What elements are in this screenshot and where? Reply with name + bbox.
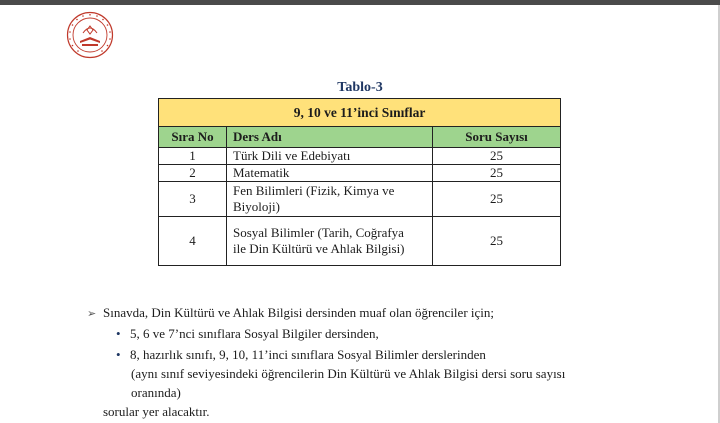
bullet-icon: • <box>116 326 121 341</box>
column-header-no: Sıra No <box>159 127 227 148</box>
subject-name: Matematik <box>227 165 433 182</box>
subject-name <box>227 217 433 266</box>
column-header-row <box>159 127 561 148</box>
subject-name <box>227 182 433 217</box>
arrow-bullet-icon: ➢ <box>87 308 97 320</box>
row-number: 1 <box>159 148 227 165</box>
table-row <box>159 217 561 266</box>
table-row <box>159 148 561 165</box>
question-distribution-table <box>158 98 561 266</box>
subject-name-line: Sosyal Bilimler (Tarih, Coğrafya <box>233 225 404 240</box>
column-header-subject: Ders Adı <box>227 127 433 148</box>
row-number: 2 <box>159 165 227 182</box>
subject-name-line: Fen Bilimleri (Fizik, Kimya ve <box>233 183 395 198</box>
subject-name: Türk Dili ve Edebiyatı <box>227 148 433 165</box>
row-number: 3 <box>159 182 227 217</box>
note-closing: sorular yer alacaktır. <box>103 404 210 419</box>
row-number: 4 <box>159 217 227 266</box>
table-row <box>159 165 561 182</box>
viewer-top-bar <box>0 0 720 5</box>
question-count: 25 <box>433 217 561 266</box>
question-count: 25 <box>433 182 561 217</box>
note-parenthetical: (aynı sınıf seviyesindeki öğrencilerin Din Kültürü ve Ahlak Bilgisi dersi soru sayısı <box>131 366 566 381</box>
note-bullet-1: • 5, 6 ve 7’nci sınıflara Sosyal Bilgiler dersinden, <box>116 326 379 341</box>
table-caption: Tablo-3 <box>337 80 383 95</box>
grade-level-header: 9, 10 ve 11’inci Sınıflar <box>159 99 561 127</box>
subject-name-line: Biyoloji) <box>233 199 280 214</box>
note-parenthetical-end: oranında) <box>131 385 181 400</box>
subject-name-line: ile Din Kültürü ve Ahlak Bilgisi) <box>233 241 405 256</box>
question-count: 25 <box>433 148 561 165</box>
table-header-row <box>159 99 561 127</box>
table-row <box>159 182 561 217</box>
note-bullet-2: • 8, hazırlık sınıfı, 9, 10, 11’inci sınıflara Sosyal Bilimler derslerinden <box>116 347 486 362</box>
question-count: 25 <box>433 165 561 182</box>
column-header-count: Soru Sayısı <box>433 127 561 148</box>
ministry-seal-icon <box>66 11 114 59</box>
note-main: ➢ Sınavda, Din Kültürü ve Ahlak Bilgisi dersinden muaf olan öğrenciler için; <box>87 303 494 324</box>
bullet-icon: • <box>116 347 121 362</box>
